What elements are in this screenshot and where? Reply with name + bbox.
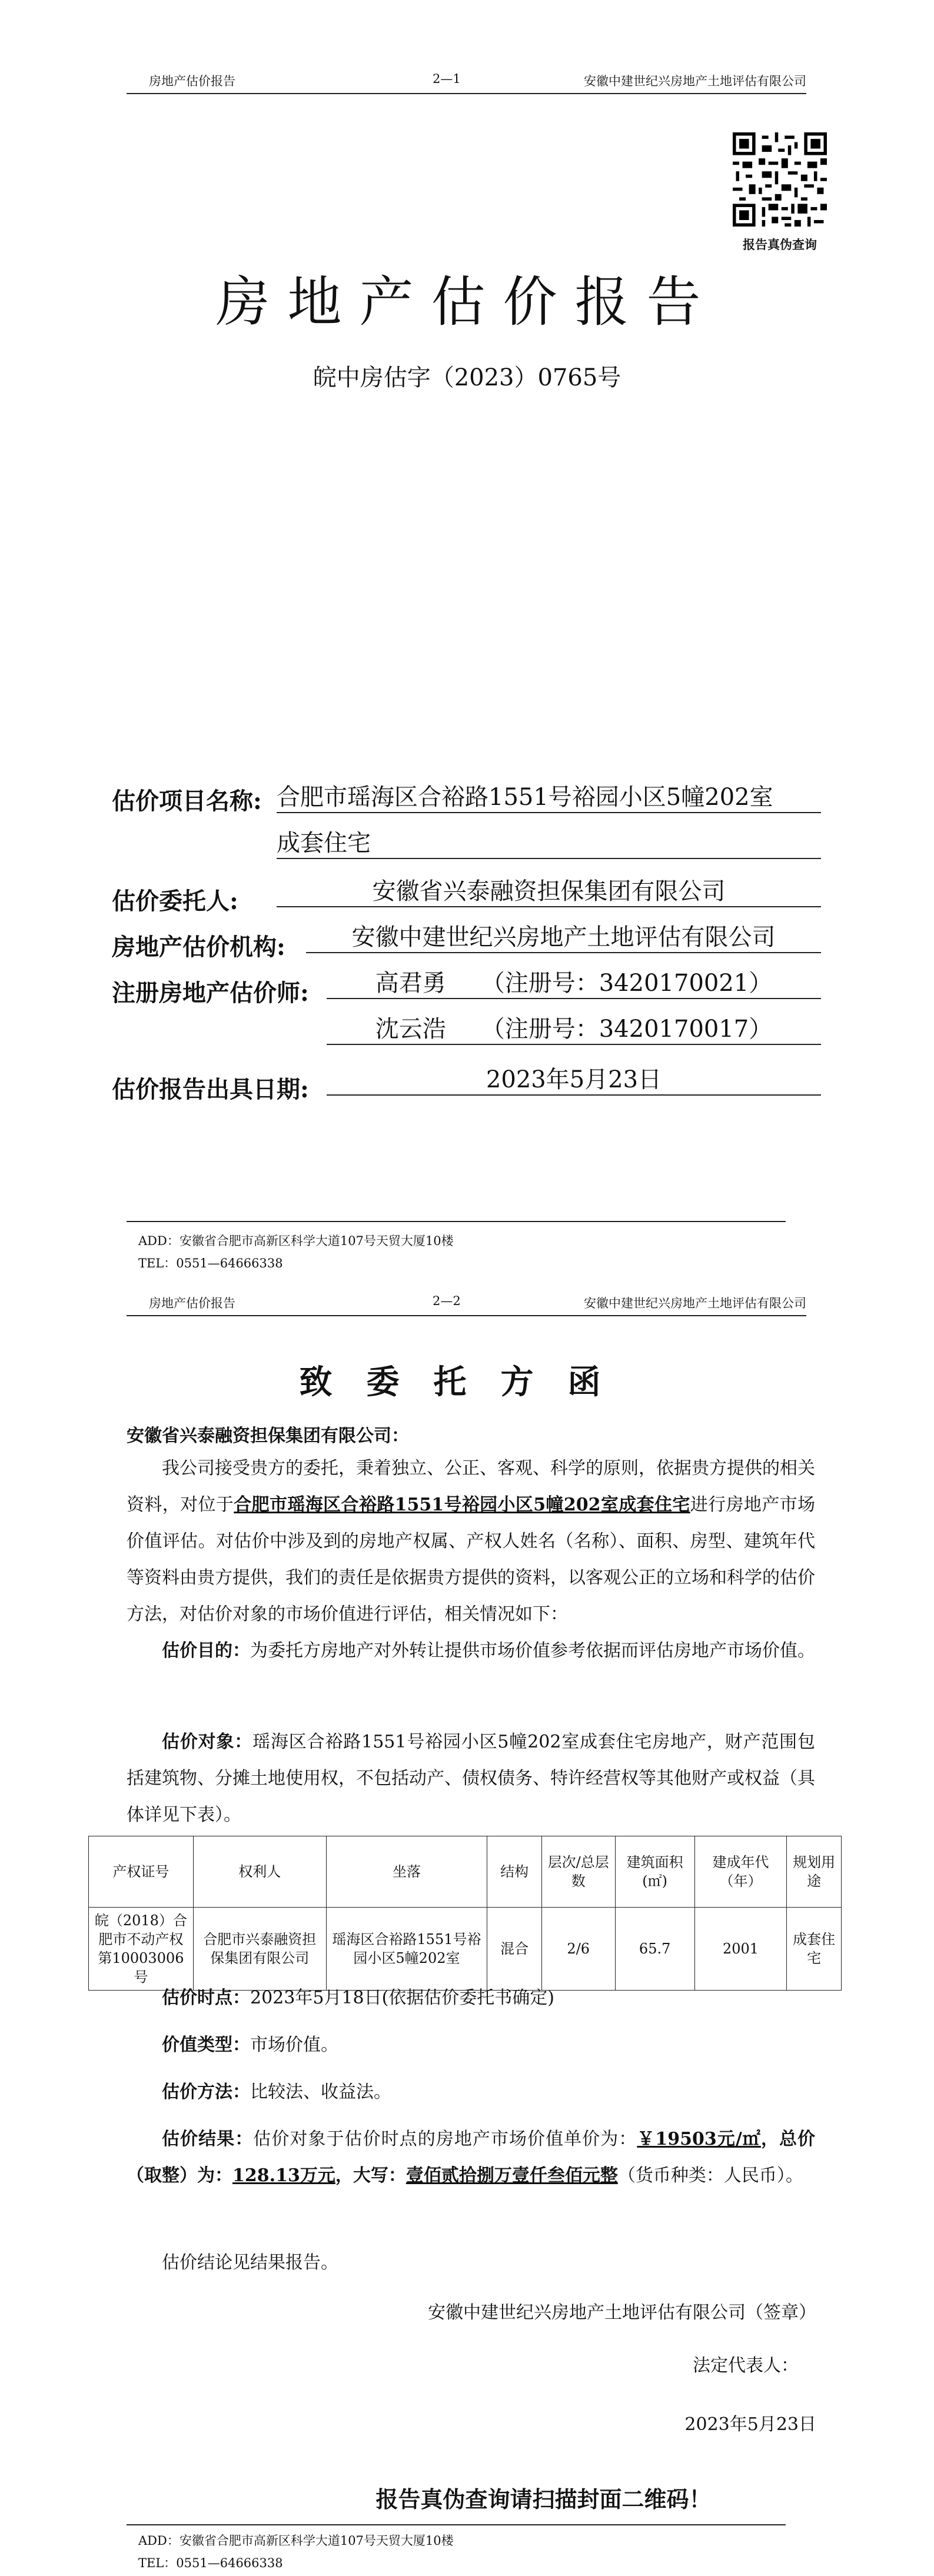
footer-address: ADD：安徽省合肥市高新区科学大道107号天贸大厦10楼	[138, 1234, 454, 1248]
method-label: 估价方法：	[162, 2082, 250, 2102]
unit-price: ￥19503元/㎡	[637, 2129, 761, 2149]
document-number: 皖中房估字（2023）0765号	[313, 364, 621, 391]
report-title: 房地产估价报告	[215, 271, 719, 334]
table-header: 层次/总层数	[541, 1836, 615, 1908]
table-header-row	[89, 1836, 842, 1908]
table-header: 产权证号	[89, 1836, 194, 1908]
time-text: 2023年5月18日(依据估价委托书确定)	[250, 1988, 555, 2008]
field-label: 估价报告出具日期:	[112, 1076, 309, 1103]
field-client-value: 安徽省兴泰融资担保集团有限公司	[277, 877, 821, 907]
field-label: 房地产估价机构:	[112, 933, 285, 961]
field-client	[112, 883, 238, 916]
header-report-name: 房地产估价报告	[149, 74, 235, 88]
intro-property: 合肥市瑶海区合裕路1551号裕园小区5幢202室成套住宅	[234, 1495, 690, 1515]
table-cell: 2001	[694, 1908, 787, 1991]
field-appraiser-2: 沈云浩 （注册号：3420170017）	[327, 1014, 821, 1045]
field-appraisers	[112, 974, 309, 1008]
table-header: 权利人	[193, 1836, 326, 1908]
header-report-name: 房地产估价报告	[149, 1296, 235, 1310]
total-price-upper: 壹佰贰拾捌万壹仟叁佰元整	[405, 2165, 618, 2186]
type-label: 价值类型：	[162, 2035, 250, 2055]
field-label: 估价委托人:	[112, 887, 238, 915]
footer-tel: TEL：0551—64666338	[138, 1256, 283, 1270]
table-row	[89, 1908, 842, 1991]
object-paragraph	[127, 1724, 815, 1833]
table-header: 建筑面积(㎡)	[615, 1836, 694, 1908]
result-text-b: ，总价（取整）为：	[127, 2129, 816, 2186]
footer-tel: TEL：0551—64666338	[138, 2556, 283, 2570]
company-signature: 安徽中建世纪兴房地产土地评估有限公司（签章）	[428, 2302, 816, 2323]
header-company: 安徽中建世纪兴房地产土地评估有限公司	[584, 74, 806, 88]
intro-text-a: 我公司接受贵方的委托，秉着独立、公正、客观、科学的原则，依据贵方提供的相关资料，对位于	[127, 1458, 815, 1515]
field-label: 估价项目名称:	[112, 787, 262, 815]
table-cell: 混合	[487, 1908, 542, 1991]
type-text: 市场价值。	[250, 2035, 338, 2055]
object-text: 瑶海区合裕路1551号裕园小区5幢202室成套住宅房地产，财产范围包括建筑物、分摊土地使用权，不包括动产、债权债务、特许经营权等其他财产或权益（具体详见下表）。	[127, 1732, 815, 1825]
time-label: 估价时点：	[162, 1988, 250, 2008]
qr-caption: 报告真伪查询	[743, 237, 817, 252]
type-paragraph	[127, 2027, 815, 2064]
letter-date: 2023年5月23日	[684, 2414, 816, 2435]
header-page-number: 2—2	[433, 1294, 461, 1308]
result-text-a: 估价对象于估价时点的房地产市场价值单价为：	[253, 2129, 637, 2149]
field-project-value-line2: 成套住宅	[277, 828, 821, 859]
authenticity-notice: 报告真伪查询请扫描封面二维码！	[375, 2486, 712, 2512]
footer-address: ADD：安徽省合肥市高新区科学大道107号天贸大厦10楼	[138, 2534, 454, 2548]
field-label: 注册房地产估价师:	[112, 979, 309, 1007]
object-label: 估价对象：	[162, 1732, 253, 1752]
field-issue-date	[112, 1071, 309, 1104]
time-paragraph	[127, 1980, 815, 2016]
table-cell: 成套住宅	[787, 1908, 842, 1991]
conclusion-paragraph: 估价结论见结果报告。	[162, 2252, 338, 2273]
total-price: 128.13万元	[232, 2165, 335, 2186]
table-cell: 合肥市兴泰融资担保集团有限公司	[193, 1908, 326, 1991]
table-cell: 皖（2018）合肥市不动产权第10003006号	[89, 1908, 194, 1991]
header-company: 安徽中建世纪兴房地产土地评估有限公司	[584, 1296, 806, 1310]
purpose-text: 为委托方房地产对外转让提供市场价值参考依据而评估房地产市场价值。	[250, 1640, 815, 1661]
purpose-label: 估价目的：	[162, 1640, 250, 1661]
result-label: 估价结果：	[162, 2129, 254, 2149]
property-table	[88, 1836, 842, 1991]
letter-salutation: 安徽省兴泰融资担保集团有限公司：	[127, 1426, 409, 1446]
qr-code-icon[interactable]	[733, 132, 827, 227]
page-footer	[127, 2524, 786, 2576]
table-cell: 65.7	[615, 1908, 694, 1991]
intro-text-b: 进行房地产市场价值评估。对估价中涉及到的房地产权属、产权人姓名（名称）、面积、房型、建筑年代等资料由贵方提供，我们的责任是依据贵方提供的资料，以客观公正的立场和科学的估价方法，对估价对象的市场价值进行评估，相关情况如下：	[127, 1495, 816, 1625]
table-cell: 瑶海区合裕路1551号裕园小区5幢202室	[326, 1908, 487, 1991]
table-cell: 2/6	[541, 1908, 615, 1991]
letter-intro	[127, 1450, 815, 1633]
result-paragraph	[127, 2121, 815, 2194]
method-paragraph	[127, 2074, 815, 2111]
result-text-c: ，大写：	[335, 2165, 406, 2186]
field-project-name	[112, 783, 262, 816]
field-appraiser-1: 高君勇 （注册号：3420170021）	[327, 969, 821, 999]
letter-page	[0, 1292, 934, 2568]
method-text: 比较法、收益法。	[250, 2082, 391, 2102]
table-header: 建成年代（年）	[694, 1836, 787, 1908]
legal-representative: 法定代表人：	[693, 2355, 799, 2376]
field-agency-value: 安徽中建世纪兴房地产土地评估有限公司	[306, 923, 821, 953]
table-header: 坐落	[326, 1836, 487, 1908]
table-header: 结构	[487, 1836, 542, 1908]
purpose-paragraph	[127, 1633, 815, 1669]
table-header: 规划用途	[787, 1836, 842, 1908]
field-agency	[112, 928, 285, 962]
page-header	[127, 1292, 806, 1316]
field-issue-date-value: 2023年5月23日	[327, 1065, 821, 1096]
result-text-d: （货币种类：人民币）。	[617, 2165, 803, 2186]
letter-title: 致委托方函	[299, 1363, 635, 1402]
field-project-value: 合肥市瑶海区合裕路1551号裕园小区5幢202室	[277, 783, 821, 813]
page-footer	[127, 1221, 786, 1276]
header-page-number: 2—1	[433, 72, 461, 86]
page-header	[127, 69, 806, 94]
